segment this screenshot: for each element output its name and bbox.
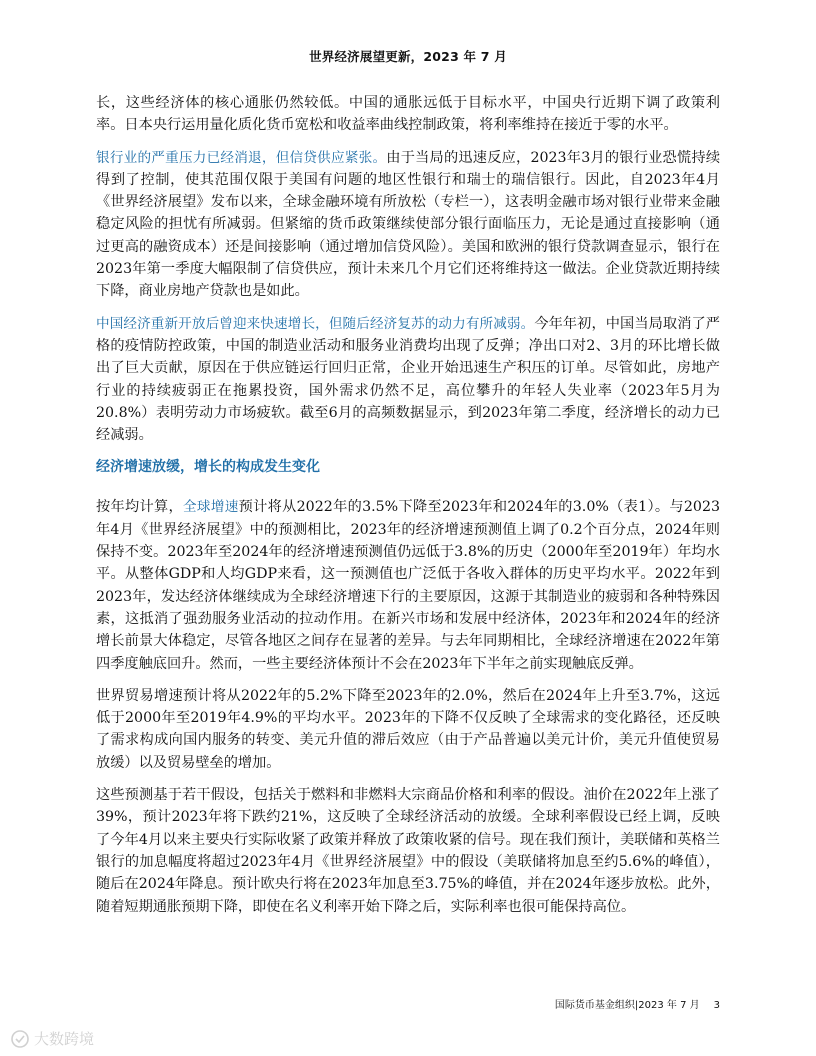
watermark-logo-icon (10, 1029, 30, 1049)
footer-source: 国际货币基金组织|2023 年 7 月 (554, 1000, 700, 1011)
lead-china-reopening: 中国经济重新开放后曾迎来快速增长，但随后经济复苏的动力有所减弱。 (96, 315, 535, 332)
body-china-reopening: 今年年初，中国当局取消了严格的疫情防控政策，中国的制造业活动和服务业消费均出现了反弹；净出口对2、3月的环比增长做出了巨大贡献，原因在于供应链运行回归正常，企业开始迅速生产积压的订单。尽管如此，房地产行业的持续疲弱正在拖累投资，国外需求仍然不足，高位攀升的年轻人失业率（2023年5月为20.8%）表明劳动力市场疲软。截至6月的高频数据显示，到2023年第二季度，经济增长的动力已经减弱。 (96, 315, 720, 444)
page-number: 3 (713, 1000, 720, 1011)
page-header: 世界经济展望更新，2023 年 7 月 (309, 49, 507, 64)
paragraph-banking-pressure (96, 147, 720, 303)
watermark-text: 大数跨境 (34, 1030, 95, 1048)
page-footer (555, 996, 720, 1011)
global-growth-highlight: 全球增速 (183, 499, 239, 516)
paragraph-world-trade: 世界贸易增速预计将从2022年的5.2%下降至2023年的2.0%，然后在2024年上升至3.7%，这远低于2000年至2019年4.9%的平均水平。2023年的下降不仅反映了全球需求的变化路径，还反映了需求构成向国内服务的转变、美元升值的滞后效应（由于产品普遍以美元计价，美元升值使贸易放缓）以及贸易壁垒的增加。 (96, 687, 720, 771)
global-growth-body: 预计将从2022年的3.5%下降至2023年和2024年的3.0%（表1）。与2023年4月《世界经济展望》中的预测相比，2023年的经济增速预测值上调了0.2个百分点，2024年则保持不变。2023年至2024年的经济增速预测值仍远低于3.8%的历史（2000年至2019年）年均水平。从整体GDP和人均GDP来看，这一预测值也广泛低于各收入群体的历史平均水平。2022年到2023年，发达经济体继续成为全球经济增速下行的主要原因，这源于其制造业的疲弱和各种特殊因素，这抵消了强劲服务业活动的拉动作用。在新兴市场和发展中经济体，2023年和2024年的经济增长前景大体稳定，尽管各地区之间存在显著的差异。与去年同期相比，全球经济增速在2022年第四季度触底回升。然而，一些主要经济体预计不会在2023年下半年之前实现触底反弹。 (96, 499, 720, 672)
paragraph-inflation-continuation: 长，这些经济体的核心通胀仍然较低。中国的通胀远低于目标水平，中国央行近期下调了政策利率。日本央行运用量化质化货币宽松和收益率曲线控制政策，将利率维持在接近于零的水平。 (96, 95, 720, 134)
document-body (96, 92, 720, 928)
paragraph-assumptions: 这些预测基于若干假设，包括关于燃料和非燃料大宗商品价格和利率的假设。油价在2022年上涨了39%，预计2023年将下跌约21%，这反映了全球经济活动的放缓。全球利率假设已经上调，反映了今年4月以来主要央行实际收紧了政策并释放了政策收紧的信号。现在我们预计，美联储和英格兰银行的加息幅度将超过2023年4月《世界经济展望》中的假设（美联储将加息至约5.6%的峰值），随后在2024年降息。预计欧央行将在2023年加息至3.75%的峰值，并在2024年逐步放松。此外，随着短期通胀预期下降，即使在名义利率开始下降之后，实际利率也很可能保持高位。 (96, 787, 720, 915)
paragraph-global-growth (96, 496, 720, 674)
section-subheading: 经济增速放缓，增长的构成发生变化 (96, 459, 320, 476)
paragraph-china-reopening (96, 313, 720, 447)
lead-banking-pressure: 银行业的严重压力已经消退，但信贷供应紧张。 (96, 149, 387, 166)
global-growth-prefix: 按年均计算， (96, 499, 184, 516)
watermark (10, 1028, 94, 1049)
body-banking-pressure: 由于当局的迅速反应，2023年3月的银行业恐慌持续得到了控制，使其范围仅限于美国有问题的地区性银行和瑞士的瑞信银行。因此，自2023年4月《世界经济展望》发布以来，全球金融环境有所放松（专栏一），这表明金融市场对银行业带来金融稳定风险的担忧有所减弱。但紧缩的货币政策继续使部分银行面临压力，无论是通过直接影响（通过更高的融资成本）还是间接影响（通过增加信贷风险）。美国和欧洲的银行贷款调查显示，银行在2023年第一季度大幅限制了信贷供应，预计未来几个月它们还将维持这一做法。企业贷款近期持续下降，商业房地产贷款也是如此。 (96, 149, 721, 300)
